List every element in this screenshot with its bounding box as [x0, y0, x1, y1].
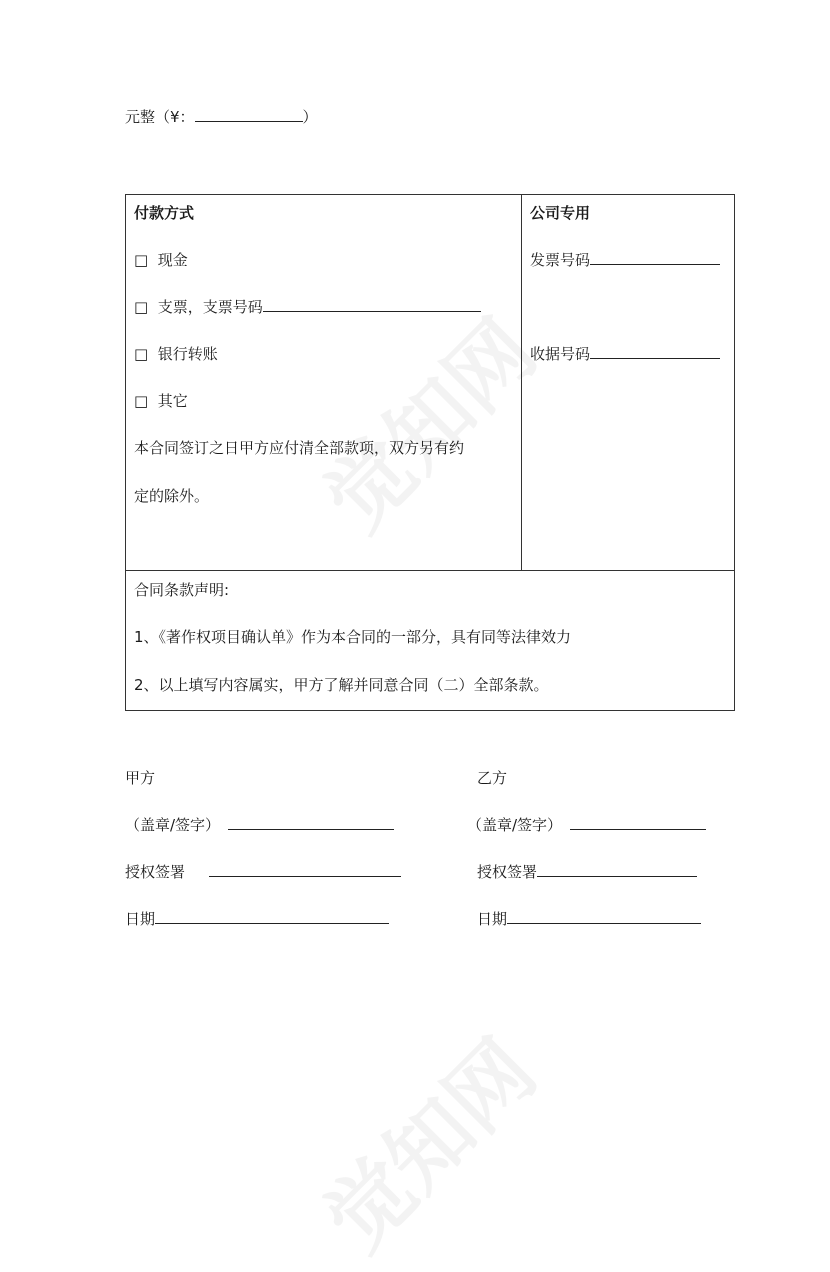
payment-heading: 付款方式	[134, 204, 195, 222]
receipt-label: 收据号码	[530, 345, 591, 363]
party-b-seal-field[interactable]	[570, 814, 706, 830]
company-heading: 公司专用	[530, 204, 591, 222]
party-b-seal-label: （盖章/签字）	[467, 816, 563, 834]
party-b-auth-row	[477, 861, 697, 882]
checkbox-icon[interactable]: □	[134, 392, 149, 410]
payment-option-bank-transfer[interactable]	[134, 343, 218, 364]
terms-item-1: 1、《著作权项目确认单》作为本合同的一部分，具有同等法律效力	[134, 628, 572, 646]
terms-heading: 合同条款声明:	[134, 581, 230, 599]
receipt-number-row	[530, 343, 720, 364]
payment-note-line1: 本合同签订之日甲方应付清全部款项，双方另有约	[134, 439, 465, 457]
invoice-label: 发票号码	[530, 251, 591, 269]
party-b-title: 乙方	[477, 769, 508, 787]
checkbox-icon[interactable]: □	[134, 345, 149, 363]
option-label: 银行转账	[157, 345, 218, 363]
amount-suffix: ）	[302, 108, 318, 126]
amount-field[interactable]	[195, 106, 303, 122]
cheque-number-field[interactable]	[263, 296, 481, 312]
party-b-date-row	[477, 908, 701, 929]
payment-option-cash[interactable]	[134, 249, 188, 270]
party-a-auth-label: 授权签署	[125, 863, 186, 881]
option-label: 支票，支票号码	[157, 298, 263, 316]
checkbox-icon[interactable]: □	[134, 298, 149, 316]
party-a-date-field[interactable]	[155, 908, 389, 924]
invoice-number-row	[530, 249, 720, 270]
invoice-number-field[interactable]	[590, 249, 720, 265]
party-a-title: 甲方	[125, 769, 156, 787]
receipt-number-field[interactable]	[590, 343, 720, 359]
party-a-date-label: 日期	[125, 910, 156, 928]
terms-item-2: 2、以上填写内容属实，甲方了解并同意合同（二）全部条款。	[134, 676, 549, 694]
party-a-auth-field[interactable]	[209, 861, 401, 877]
party-a-seal-label: （盖章/签字）	[125, 816, 221, 834]
amount-line	[125, 106, 318, 127]
payment-option-cheque[interactable]	[134, 296, 481, 317]
payment-option-other[interactable]	[134, 390, 188, 411]
table-divider-horizontal	[125, 570, 735, 571]
watermark	[294, 1009, 558, 1272]
party-b-auth-label: 授权签署	[477, 863, 538, 881]
party-a-seal-field[interactable]	[228, 814, 394, 830]
party-a-date-row	[125, 908, 389, 929]
party-a-auth-row	[125, 861, 401, 882]
party-b-date-field[interactable]	[507, 908, 701, 924]
party-a-seal-row	[125, 814, 394, 835]
amount-prefix: 元整（¥：	[125, 108, 195, 126]
option-label: 现金	[157, 251, 188, 269]
payment-note-line2: 定的除外。	[134, 487, 210, 505]
checkbox-icon[interactable]: □	[134, 251, 149, 269]
party-b-seal-row	[467, 814, 706, 835]
party-b-auth-field[interactable]	[537, 861, 697, 877]
party-b-date-label: 日期	[477, 910, 508, 928]
option-label: 其它	[157, 392, 188, 410]
table-divider-vertical	[521, 194, 522, 570]
